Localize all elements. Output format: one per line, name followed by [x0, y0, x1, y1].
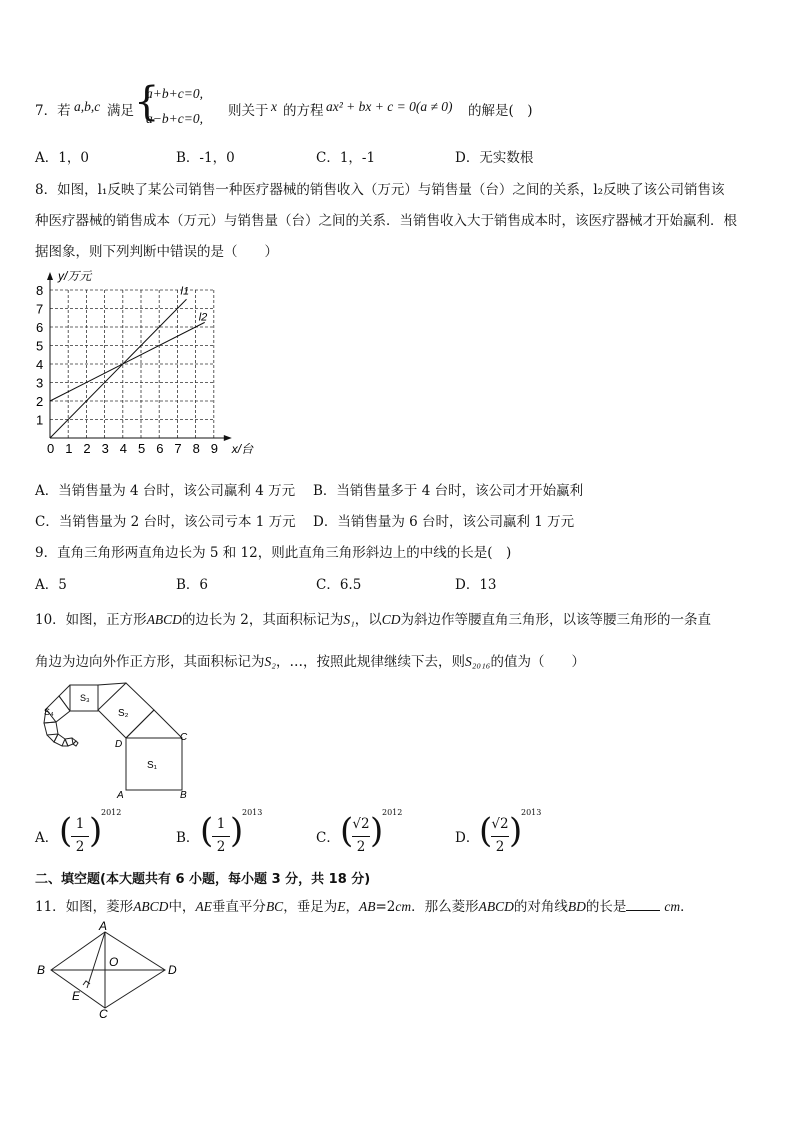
label-b: B	[180, 790, 187, 801]
option-label: D．	[455, 830, 480, 846]
q11-part: ．那么菱形	[411, 899, 479, 915]
x-tick-label: 6	[156, 441, 164, 456]
x-tick-label: 7	[174, 441, 182, 456]
series-label-l1: l1	[180, 285, 190, 298]
q8-option-a[interactable]: A．当销售量为 4 台时，该公司赢利 4 万元	[35, 483, 296, 499]
q11-text	[35, 895, 694, 915]
x-tick-label: 3	[101, 441, 109, 456]
label-b: B	[37, 963, 46, 977]
q7-option-a[interactable]: A．1，0	[35, 150, 89, 166]
label-o: O	[109, 955, 119, 969]
q10-text: ，以	[354, 612, 382, 628]
q11-part: 垂直平分	[211, 899, 266, 915]
left-paren: (	[200, 811, 214, 851]
segment-ae	[87, 932, 105, 988]
q11-bc: BC	[265, 899, 284, 914]
fraction-bar	[352, 836, 370, 837]
q11-unit: cm	[664, 899, 681, 914]
q8-option-b[interactable]: B．当销售量多于 4 台时，该公司才开始赢利	[313, 483, 584, 499]
label-s1: S₁	[147, 760, 158, 771]
series-line-l1	[50, 299, 187, 438]
q9-option-c[interactable]: C．6.5	[316, 577, 362, 593]
exponent: 2013	[242, 808, 263, 817]
fraction-numerator: √2	[491, 816, 509, 832]
label-a: A	[99, 920, 108, 933]
y-axis-arrow	[47, 272, 53, 280]
fraction-denominator: 2	[75, 839, 85, 855]
q8-option-d[interactable]: D．当销售量为 6 台时，该公司赢利 1 万元	[313, 514, 575, 530]
q8-line-2: 种医疗器械的销售成本（万元）与销售量（台）之间的关系．当销售收入大于销售成本时，该医疗器械才开始赢利．根	[35, 213, 737, 229]
y-tick-label: 5	[36, 338, 44, 354]
label-c: C	[99, 1007, 108, 1018]
q11-part: ．	[680, 899, 694, 915]
q7-x: x	[271, 99, 277, 114]
y-tick-label: 7	[36, 301, 44, 317]
y-tick-label: 2	[36, 394, 44, 409]
q7-satisfies: 满足	[107, 103, 134, 119]
x-tick-label: 0	[47, 441, 55, 456]
q10-s2016: S₂₀₁₆	[464, 654, 491, 669]
x-tick-label: 4	[119, 441, 128, 456]
label-s3: S₃	[80, 693, 90, 703]
q11-abcd: ABCD	[478, 899, 514, 914]
x-tick-label: 1	[65, 441, 73, 456]
q11-part: ，垂足为	[283, 899, 338, 915]
q10-abcd: ABCD	[146, 612, 182, 627]
label-a: A	[117, 790, 124, 801]
fraction-denominator: 2	[216, 839, 226, 855]
x-tick-label: 9	[210, 441, 219, 456]
q11-abcd: ABCD	[133, 899, 169, 914]
right-paren: )	[230, 811, 244, 851]
q10-text: 为斜边作等腰直角三角形，以该等腰三角形的一条直	[400, 612, 712, 628]
x-axis-arrow	[224, 435, 232, 441]
fraction-numerator: 1	[216, 816, 226, 832]
exponent: 2012	[101, 808, 122, 817]
q10-s2: S₂	[264, 654, 276, 669]
q7-of-eq: 的方程	[283, 103, 324, 119]
q11-part: =2	[375, 899, 396, 915]
section-2-heading: 二、填空题(本大题共有 6 小题，每小题 3 分，共 18 分)	[35, 872, 371, 887]
y-tick-label: 6	[36, 320, 44, 335]
label-s4: S₄	[44, 707, 54, 717]
q8-line-1: 8．如图，l₁反映了某公司销售一种医疗器械的销售收入（万元）与销售量（台）之间的关系，l₂反映了该公司销售该	[35, 182, 725, 198]
exponent: 2013	[521, 808, 542, 817]
y-tick-label: 1	[36, 412, 44, 428]
fraction-bar	[212, 836, 230, 837]
triangle-dc	[126, 710, 182, 738]
q10-cd: CD	[381, 612, 401, 627]
fraction-denominator: 2	[495, 839, 505, 855]
y-tick-label: 3	[36, 375, 44, 391]
q11-ae: AE	[195, 899, 212, 914]
q7-option-d[interactable]: D．无实数根	[455, 150, 534, 166]
q10-text: 的值为（ ）	[490, 654, 585, 670]
label-s2: S₂	[118, 708, 129, 719]
right-paren: )	[89, 811, 103, 851]
y-tick-label: 8	[36, 283, 44, 298]
q7-eq2: a−b+c=0,	[146, 111, 203, 126]
fraction-numerator: 1	[75, 816, 85, 832]
y-tick-label: 4	[36, 357, 44, 372]
q10-text: 角边为边向外作正方形，其面积标记为	[35, 654, 265, 670]
q7-suffix: 的解是( )	[468, 103, 533, 119]
label-d: D	[168, 963, 177, 977]
fraction-bar	[71, 836, 89, 837]
label-d: D	[115, 739, 123, 750]
q9-option-b[interactable]: B．6	[176, 577, 209, 593]
q8-option-c[interactable]: C．当销售量为 2 台时，该公司亏本 1 万元	[35, 514, 296, 530]
q10-text: 10．如图，正方形	[35, 612, 147, 628]
q10-square-spiral-figure	[32, 680, 202, 802]
fraction-numerator: √2	[352, 816, 370, 832]
q11-bd: BD	[567, 899, 586, 914]
fraction-bar	[491, 836, 509, 837]
left-paren: (	[59, 811, 73, 851]
q7-eq1: a+b+c=0,	[146, 86, 203, 101]
x-tick-label: 2	[83, 441, 91, 456]
q11-part: 11．如图，菱形	[35, 899, 134, 915]
exponent: 2012	[382, 808, 403, 817]
q7-equation: ax² + bx + c = 0(a ≠ 0)	[326, 99, 453, 114]
q11-answer-blank[interactable]	[626, 898, 660, 911]
q10-text: ，…，按照此规律继续下去，则	[275, 654, 465, 670]
q11-rhombus-figure	[35, 920, 185, 1018]
x-tick-label: 8	[192, 441, 200, 456]
q9-option-a[interactable]: A．5	[35, 577, 67, 593]
right-paren: )	[509, 811, 523, 851]
q9-option-d[interactable]: D．13	[455, 577, 497, 593]
q10-s1: S₁	[343, 612, 355, 627]
left-paren: (	[340, 811, 354, 851]
q11-part: ，	[345, 899, 359, 915]
right-paren: )	[370, 811, 384, 851]
label-e: E	[72, 989, 81, 1003]
q11-part: 的对角线	[513, 899, 568, 915]
q11-part: 的长是	[585, 899, 627, 915]
option-label: B．	[176, 830, 200, 846]
q7-option-b[interactable]: B．-1，0	[176, 150, 235, 166]
option-label: A．	[35, 830, 59, 846]
option-label: C．	[316, 830, 340, 846]
q10-line-1	[35, 608, 711, 628]
series-line-l2	[50, 322, 205, 401]
q9-text: 9．直角三角形两直角边长为 5 和 12，则此直角三角形斜边上的中线的长是( )	[35, 545, 512, 561]
q7-prefix: 7．若	[35, 103, 71, 119]
brace: {	[134, 79, 160, 125]
label-c: C	[180, 732, 188, 743]
x-tick-label: 5	[138, 441, 146, 456]
q7-middle: 则关于	[228, 103, 269, 119]
y-axis-label: y/万元	[58, 269, 92, 283]
fraction-denominator: 2	[356, 839, 366, 855]
x-axis-label: x/台	[231, 442, 254, 456]
left-paren: (	[479, 811, 493, 851]
q7-vars: a,b,c	[74, 99, 101, 114]
q8-line-3: 据图象，则下列判断中错误的是（ ）	[35, 244, 278, 260]
q10-text: 的边长为 2，其面积标记为	[181, 612, 344, 628]
q10-line-2	[35, 650, 585, 670]
q7-option-c[interactable]: C．1，-1	[316, 150, 376, 166]
series-label-l2: l2	[198, 311, 208, 324]
q11-ab: AB	[358, 899, 376, 914]
q11-cm: cm	[395, 899, 412, 914]
q8-line-chart	[30, 268, 260, 463]
q11-part: 中，	[168, 899, 196, 915]
q11-e: E	[337, 899, 346, 914]
